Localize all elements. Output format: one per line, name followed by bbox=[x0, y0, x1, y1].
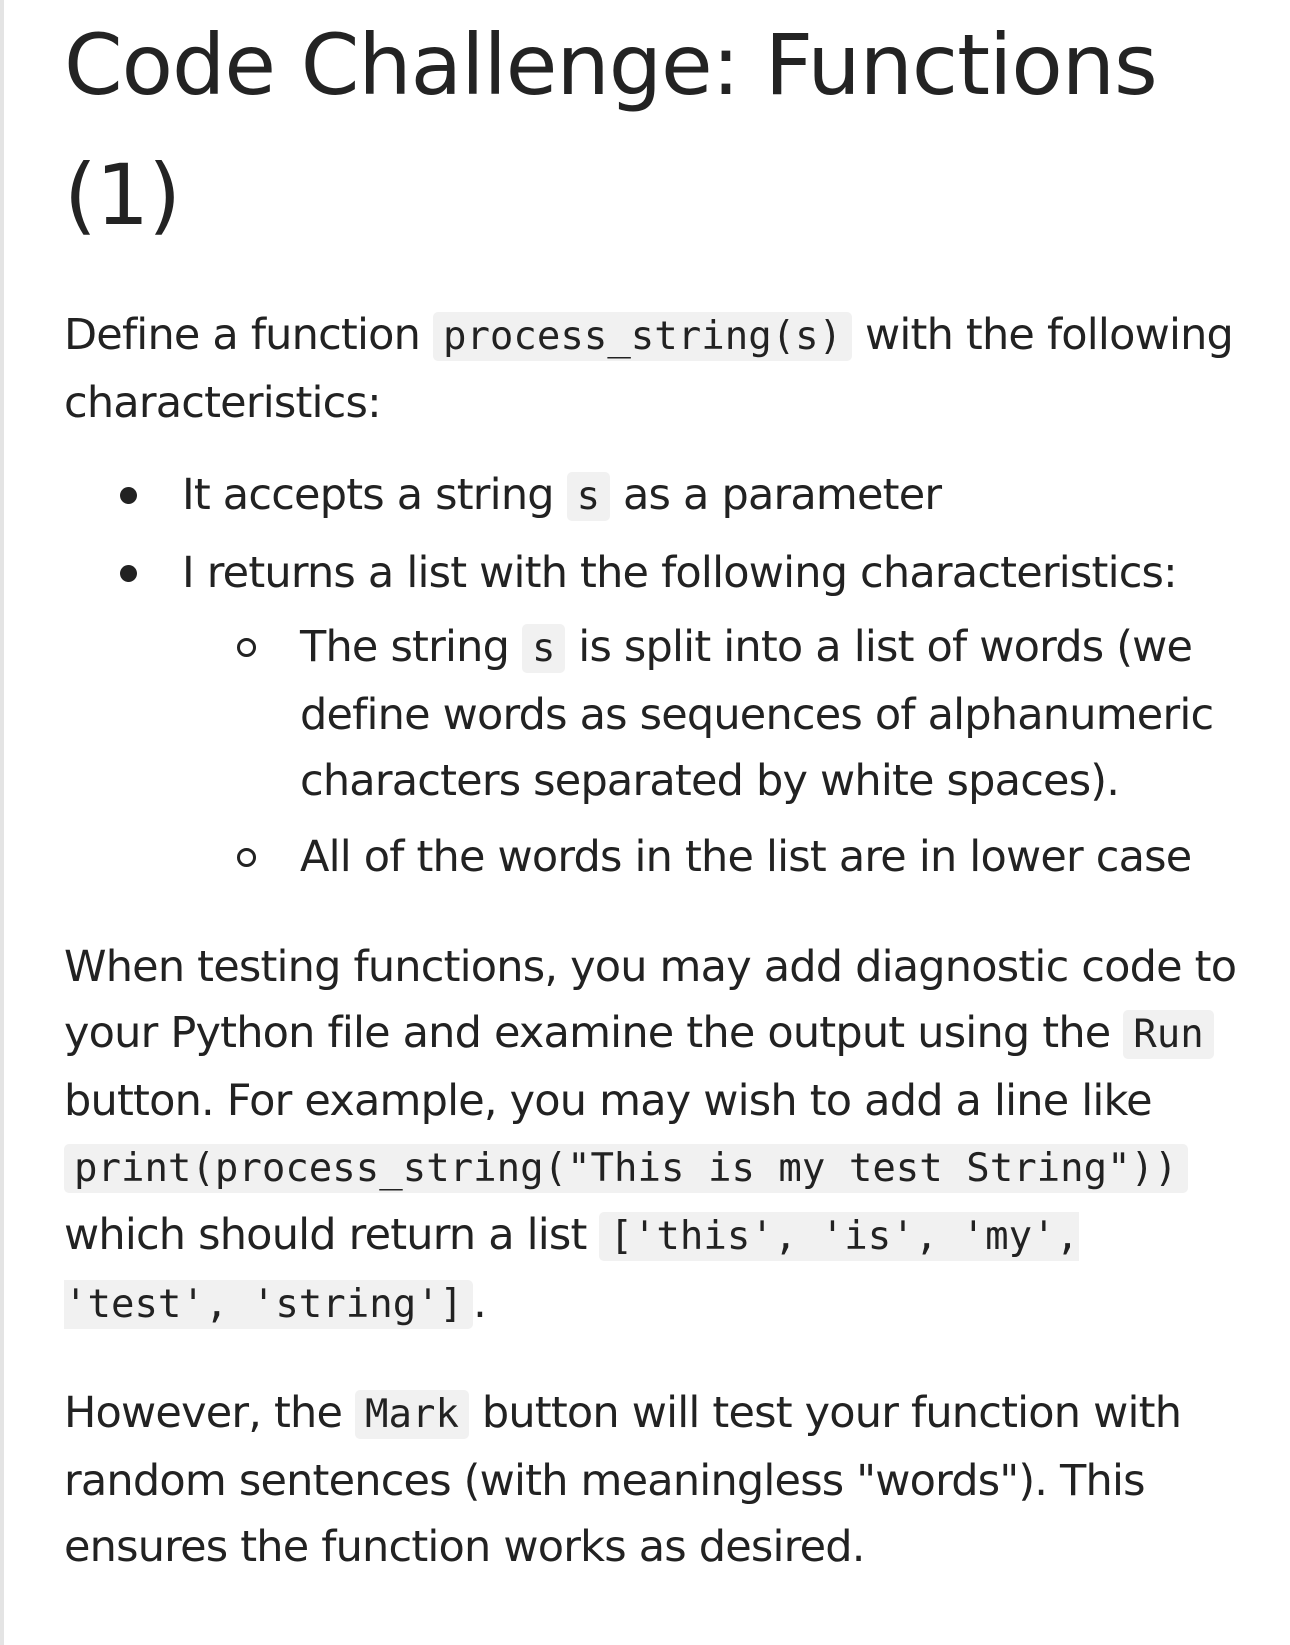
intro-paragraph bbox=[64, 302, 1244, 436]
return-characteristics-list bbox=[182, 614, 1244, 890]
however-text-1: However, the bbox=[64, 1388, 356, 1438]
param-s-code: s bbox=[567, 472, 610, 521]
testing-text-4: . bbox=[473, 1278, 487, 1328]
sub-item-lowercase bbox=[300, 824, 1244, 890]
sub-item-split bbox=[300, 614, 1244, 814]
however-text-2: button will test your function with random sentences (with meaningless "words"). This ensures the function works as desired. bbox=[64, 1388, 1182, 1572]
however-paragraph bbox=[64, 1380, 1244, 1580]
bullet-icon bbox=[120, 487, 137, 504]
run-button-code: Run bbox=[1123, 1010, 1213, 1059]
left-border bbox=[0, 0, 4, 1645]
returns-text: I returns a list with the following characteristics: bbox=[182, 548, 1177, 598]
accepts-text-after: as a parameter bbox=[610, 470, 942, 520]
expected-list-code: ['this', 'is', 'my', 'test', 'string'] bbox=[64, 1214, 1080, 1327]
intro-text-after: with the following characteristics: bbox=[64, 310, 1234, 428]
lowercase-text: All of the words in the list are in lower case bbox=[300, 832, 1192, 882]
list-item-returns bbox=[182, 540, 1244, 890]
intro-text-before: Define a function bbox=[64, 310, 433, 360]
mark-button-code: Mark bbox=[355, 1390, 469, 1439]
split-text-after: is split into a list of words (we define words as sequences of alphanumeric characters separated by white spaces). bbox=[300, 622, 1214, 806]
list-item-accepts bbox=[182, 462, 1244, 530]
testing-text-3: which should return a list bbox=[64, 1210, 600, 1260]
circle-bullet-icon bbox=[237, 848, 256, 867]
split-text-before: The string bbox=[300, 622, 522, 672]
page-title: Code Challenge: Functions (1) bbox=[64, 16, 1157, 244]
testing-text-1: When testing functions, you may add diagnostic code to your Python file and examine the output using the bbox=[64, 942, 1237, 1058]
print-example-code: print(process_string("This is my test String")) bbox=[64, 1144, 1188, 1193]
circle-bullet-icon bbox=[237, 638, 256, 657]
challenge-content bbox=[64, 0, 1244, 1580]
string-s-code: s bbox=[522, 624, 565, 673]
testing-paragraph bbox=[64, 934, 1244, 1338]
bullet-icon bbox=[120, 565, 137, 582]
function-signature-code: process_string(s) bbox=[433, 312, 852, 361]
accepts-text-before: It accepts a string bbox=[182, 470, 567, 520]
testing-text-2: button. For example, you may wish to add a line like bbox=[64, 1076, 1152, 1126]
characteristics-list bbox=[64, 462, 1244, 890]
